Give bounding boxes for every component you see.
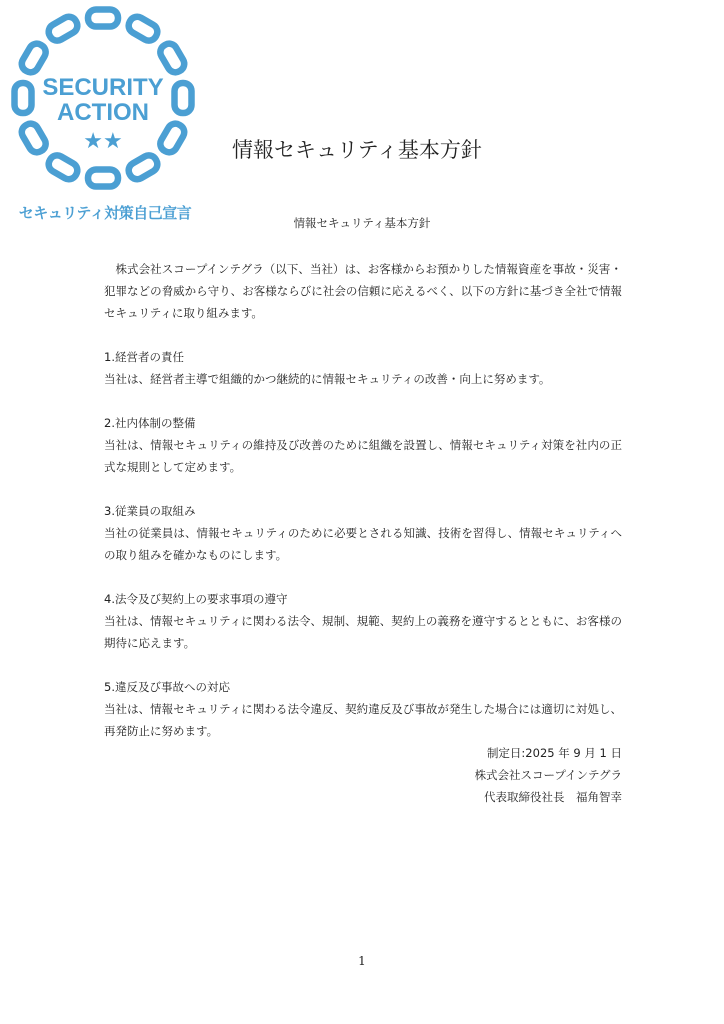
page-number: 1 [358,954,366,968]
signature-block [104,742,622,808]
section-body: 当社は、経営者主導で組織的かつ継続的に情報セキュリティの改善・向上に努めます。 [104,372,551,386]
section-body: 当社は、情報セキュリティに関わる法令、規制、規範、契約上の義務を遵守するとともに、お客様の期待に応えます。 [104,614,622,650]
logo-caption: セキュリティ対策自己宣言 [18,204,192,222]
document-body [104,258,622,808]
logo-stars: ★★ [83,129,123,154]
policy-section-3 [104,500,622,566]
company-name: 株式会社スコープインテグラ [474,768,622,782]
section-heading: 3.従業員の取組み [104,504,196,518]
established-date: 制定日:2025 年 9 月 1 日 [486,746,622,760]
policy-section-1 [104,346,622,390]
representative-name: 代表取締役社長 福角智幸 [484,790,622,804]
logo-text-group [10,0,200,200]
policy-section-4 [104,588,622,654]
section-body: 当社は、情報セキュリティに関わる法令違反、契約違反及び事故が発生した場合には適切に対処し、再発防止に努めます。 [104,702,622,738]
logo-action-text: ACTION [57,99,149,126]
section-body: 当社の従業員は、情報セキュリティのために必要とされる知識、技術を習得し、情報セキュリティへの取り組みを確かなものにします。 [104,526,622,562]
section-heading: 1.経営者の責任 [104,350,184,364]
section-body: 当社は、情報セキュリティの維持及び改善のために組織を設置し、情報セキュリティ対策を社内の正式な規則として定めます。 [104,438,622,474]
policy-section-2 [104,412,622,478]
policy-section-5 [104,676,622,742]
section-heading: 5.違反及び事故への対応 [104,680,230,694]
document-title: 情報セキュリティ基本方針 [293,216,431,230]
section-heading: 4.法令及び契約上の要求事項の遵守 [104,592,288,606]
page-title: 情報セキュリティ基本方針 [232,138,482,162]
security-action-logo [10,0,200,230]
section-heading: 2.社内体制の整備 [104,416,196,430]
logo-security-text: SECURITY [42,74,164,101]
intro-paragraph: 株式会社スコープインテグラ（以下、当社）は、お客様からお預かりした情報資産を事故・災害・犯罪などの脅威から守り、お客様ならびに社会の信頼に応えるべく、以下の方針に基づき全社で情報セキュリティに取り組みます。 [104,262,622,320]
